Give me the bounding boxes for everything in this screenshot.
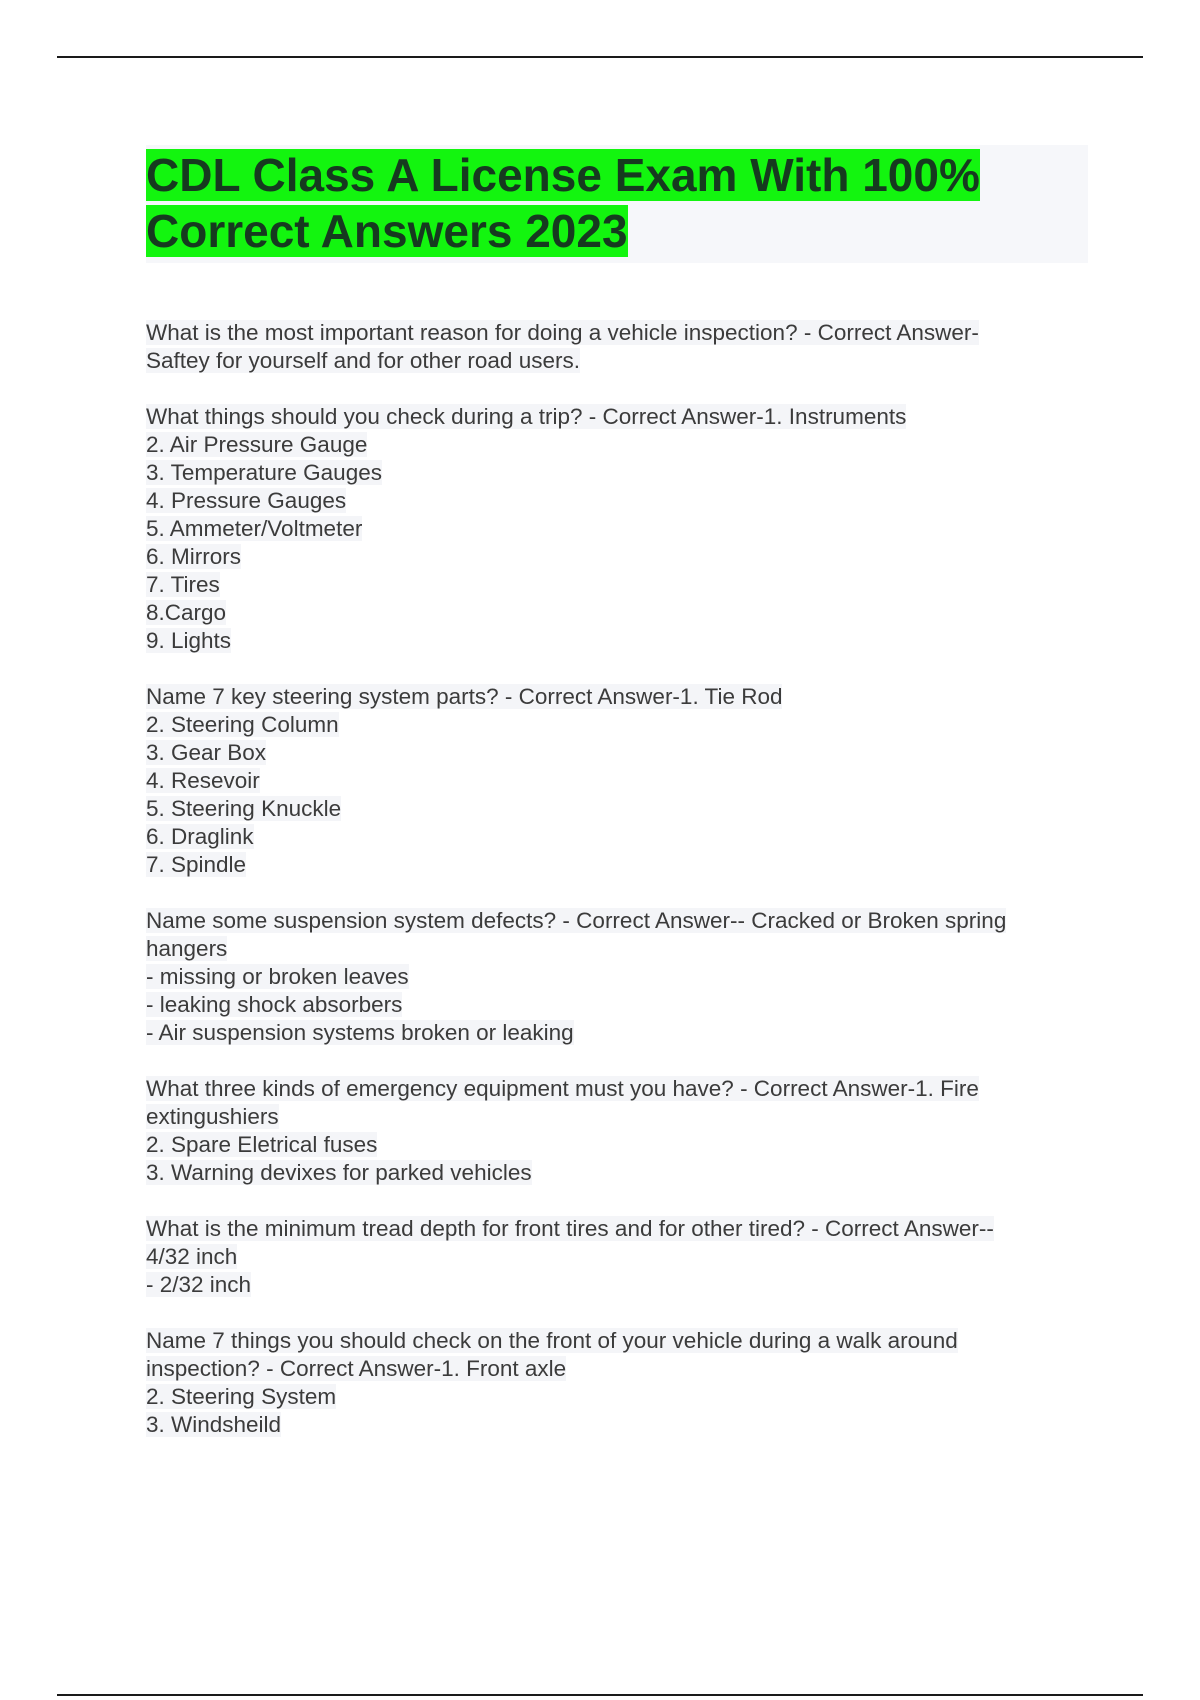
line-text: 3. Gear Box [146, 740, 267, 765]
line-text: 9. Lights [146, 628, 232, 653]
top-rule [57, 56, 1143, 58]
line-text: 7. Spindle [146, 852, 247, 877]
title-block [146, 145, 1088, 263]
question-line [146, 1327, 1088, 1355]
line-text: inspection? - Correct Answer-1. Front axle [146, 1356, 567, 1381]
line-text: 3. Temperature Gauges [146, 460, 382, 485]
line-text: 6. Draglink [146, 824, 254, 849]
qa-item [146, 1327, 1088, 1439]
qa-item [146, 403, 1088, 655]
answer-line [146, 795, 1088, 823]
answer-line [146, 515, 1088, 543]
line-text: 2. Steering System [146, 1384, 337, 1409]
line-text: What is the most important reason for doing a vehicle inspection? - Correct Answer- [146, 320, 979, 345]
line-text: Name 7 key steering system parts? - Correct Answer-1. Tie Rod [146, 684, 783, 709]
qa-list [146, 319, 1088, 1439]
line-text: What things should you check during a trip? - Correct Answer-1. Instruments [146, 404, 907, 429]
line-text: 8.Cargo [146, 600, 227, 625]
line-text: - Air suspension systems broken or leaking [146, 1020, 574, 1045]
question-line [146, 403, 1088, 431]
line-text: 2. Air Pressure Gauge [146, 432, 368, 457]
answer-line [146, 963, 1088, 991]
line-text: Saftey for yourself and for other road users. [146, 348, 580, 373]
line-text: 4/32 inch [146, 1244, 238, 1269]
answer-line [146, 487, 1088, 515]
answer-line [146, 571, 1088, 599]
document-body [146, 145, 1088, 1467]
line-text: What is the minimum tread depth for front tires and for other tired? - Correct Answer-- [146, 1216, 994, 1241]
answer-line [146, 767, 1088, 795]
answer-line [146, 991, 1088, 1019]
question-line [146, 683, 1088, 711]
question-line [146, 1215, 1088, 1243]
line-text: extingushiers [146, 1104, 279, 1129]
question-line [146, 1075, 1088, 1103]
line-text: 4. Pressure Gauges [146, 488, 347, 513]
answer-line [146, 347, 1088, 375]
answer-line [146, 1159, 1088, 1187]
line-text: Name some suspension system defects? - Correct Answer-- Cracked or Broken spring [146, 908, 1007, 933]
answer-line [146, 935, 1088, 963]
bottom-rule [57, 1694, 1143, 1696]
answer-line [146, 1271, 1088, 1299]
qa-item [146, 319, 1088, 375]
answer-line [146, 711, 1088, 739]
line-text: What three kinds of emergency equipment must you have? - Correct Answer-1. Fire [146, 1076, 979, 1101]
document-title [146, 147, 1088, 259]
answer-line [146, 599, 1088, 627]
question-line [146, 907, 1088, 935]
line-text: 7. Tires [146, 572, 220, 597]
answer-line [146, 1019, 1088, 1047]
answer-line [146, 459, 1088, 487]
answer-line [146, 1103, 1088, 1131]
answer-line [146, 851, 1088, 879]
line-text: 3. Windsheild [146, 1412, 282, 1437]
line-text: hangers [146, 936, 228, 961]
line-text: - leaking shock absorbers [146, 992, 403, 1017]
answer-line [146, 823, 1088, 851]
qa-item [146, 683, 1088, 879]
answer-line [146, 627, 1088, 655]
line-text: Name 7 things you should check on the front of your vehicle during a walk around [146, 1328, 958, 1353]
line-text: 2. Steering Column [146, 712, 339, 737]
line-text: 5. Ammeter/Voltmeter [146, 516, 363, 541]
line-text: 5. Steering Knuckle [146, 796, 342, 821]
answer-line [146, 1411, 1088, 1439]
line-text: 6. Mirrors [146, 544, 241, 569]
qa-item [146, 1075, 1088, 1187]
line-text: 4. Resevoir [146, 768, 260, 793]
question-line [146, 319, 1088, 347]
answer-line [146, 1243, 1088, 1271]
answer-line [146, 1383, 1088, 1411]
line-text: 3. Warning devixes for parked vehicles [146, 1160, 532, 1185]
answer-line [146, 543, 1088, 571]
answer-line [146, 431, 1088, 459]
qa-item [146, 907, 1088, 1047]
title-highlight: CDL Class A License Exam With 100% Correct Answers 2023 [146, 149, 980, 257]
answer-line [146, 1355, 1088, 1383]
qa-item [146, 1215, 1088, 1299]
line-text: 2. Spare Eletrical fuses [146, 1132, 378, 1157]
line-text: - 2/32 inch [146, 1272, 252, 1297]
line-text: - missing or broken leaves [146, 964, 409, 989]
answer-line [146, 1131, 1088, 1159]
answer-line [146, 739, 1088, 767]
